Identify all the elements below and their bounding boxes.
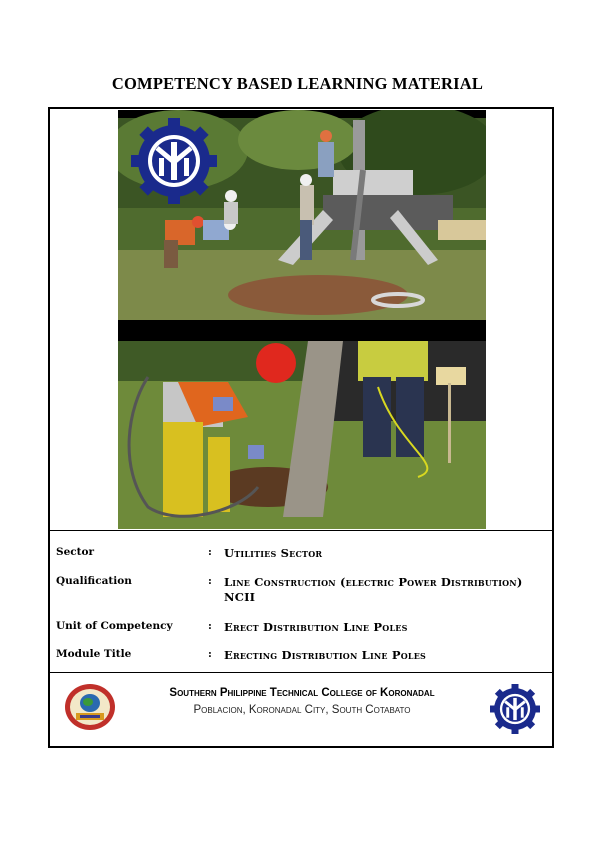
detail-label: Sector — [56, 546, 95, 558]
detail-value: Erect Distribution Line Poles — [224, 620, 408, 634]
tesda-gear-logo-icon — [131, 118, 217, 204]
detail-value: Utilities Sector — [224, 546, 323, 560]
detail-colon: : — [208, 648, 212, 660]
cover-frame — [48, 107, 554, 748]
college-name: Southern Philippine Technical College of Koronadal — [169, 687, 435, 699]
college-address: Poblacion, Koronadal City, South Cotabato — [193, 704, 411, 716]
institution-footer — [50, 672, 552, 747]
photo-collage — [118, 110, 486, 529]
detail-value: Line Construction (electric Power Distribution) NCII — [224, 575, 523, 604]
detail-colon: : — [208, 546, 212, 558]
college-seal-icon — [64, 683, 116, 731]
module-details — [50, 530, 552, 672]
photo-drilling-crew-image — [118, 110, 486, 327]
photo-pole-setting-image — [118, 327, 486, 529]
detail-colon: : — [208, 575, 212, 587]
document-title: COMPETENCY BASED LEARNING MATERIAL — [111, 74, 484, 93]
tesda-gear-logo-icon — [490, 684, 540, 734]
photo-pole-setting — [118, 327, 486, 529]
detail-label: Qualification — [56, 575, 132, 587]
photo-drilling-crew — [118, 110, 486, 327]
detail-colon: : — [208, 620, 212, 632]
detail-value: Erecting Distribution Line Poles — [224, 648, 427, 662]
detail-label: Unit of Competency — [56, 620, 173, 632]
detail-label: Module Title — [56, 648, 132, 660]
